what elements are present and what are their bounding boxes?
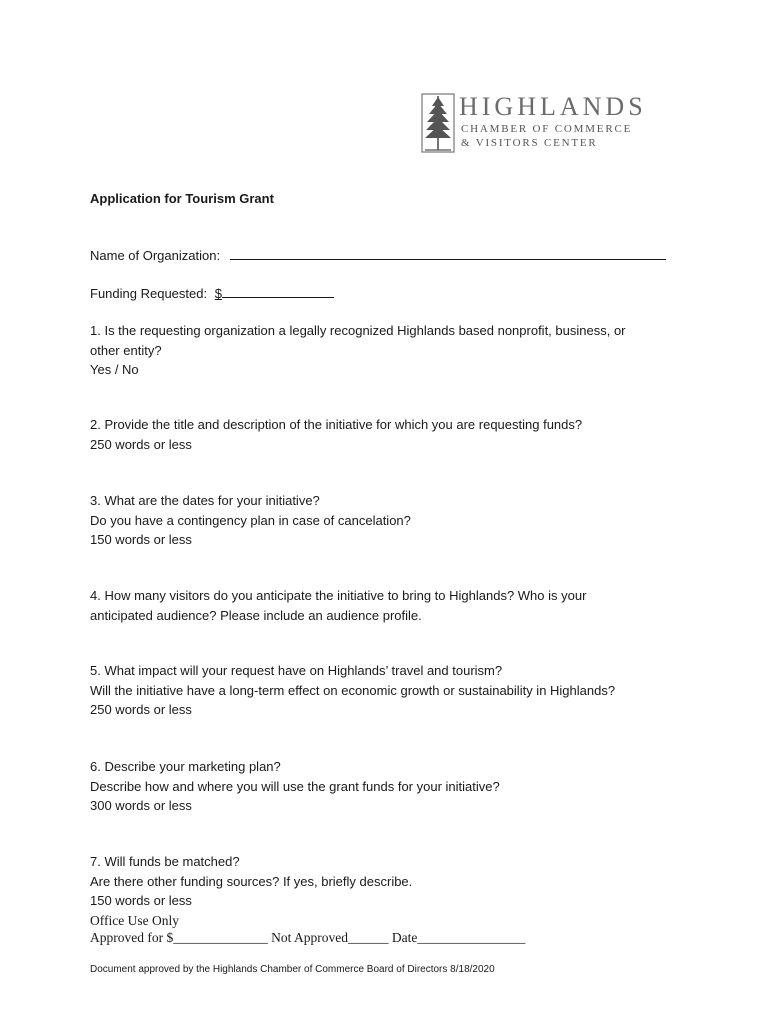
question-6-line-3: 300 words or less [90,798,192,813]
document-title: Application for Tourism Grant [90,191,274,206]
question-5-line-1: 5. What impact will your request have on Highlands’ travel and tourism? [90,663,503,678]
question-7-line-2: Are there other funding sources? If yes, briefly describe. [90,873,413,889]
organization-input-line[interactable] [230,246,666,260]
pine-tree-logo-icon [421,92,455,154]
question-4-line-2: anticipated audience? Please include an audience profile. [90,607,422,623]
logo-subtitle-2: & VISITORS CENTER [461,137,598,149]
question-4-line-1: 4. How many visitors do you anticipate the initiative to bring to Highlands? Who is your [90,588,587,603]
question-2-line-1: 2. Provide the title and description of the initiative for which you are requesting funds? [90,417,583,432]
question-3-line-2: Do you have a contingency plan in case of cancelation? [90,512,411,528]
dollar-sign: $ [214,286,222,301]
question-6 [90,757,500,816]
question-6-line-1: 6. Describe your marketing plan? [90,759,281,774]
question-3 [90,491,411,550]
question-5-line-3: 250 words or less [90,702,192,717]
question-7-line-3: 150 words or less [90,893,192,908]
question-7-line-1: 7. Will funds be matched? [90,854,240,869]
question-6-line-2: Describe how and where you will use the grant funds for your initiative? [90,778,500,794]
chamber-logo [421,92,691,156]
question-5 [90,661,615,720]
question-1 [90,321,626,380]
funding-field-row [90,284,334,303]
question-1-line-3: Yes / No [90,362,139,377]
office-approval-line: Approved for $______________ Not Approved______ Date________________ [90,930,526,945]
document-footer: Document approved by the Highlands Chamber of Commerce Board of Directors 8/18/2020 [90,964,495,975]
logo-subtitle-1: CHAMBER OF COMMERCE [461,123,633,135]
question-2-line-2: 250 words or less [90,436,192,452]
question-3-line-1: 3. What are the dates for your initiative? [90,493,320,508]
question-7 [90,852,412,911]
funding-label: Funding Requested: [90,286,208,301]
question-5-line-2: Will the initiative have a long-term effect on economic growth or sustainability in Highlands? [90,682,616,698]
organization-field-row [90,246,666,265]
question-4 [90,586,586,625]
organization-label: Name of Organization: [90,248,221,263]
logo-title: HIGHLANDS [459,92,647,121]
question-2 [90,415,582,454]
question-3-line-3: 150 words or less [90,532,192,547]
funding-input-line[interactable] [222,284,334,298]
office-use-heading: Office Use Only [90,913,179,928]
question-1-line-1: 1. Is the requesting organization a legally recognized Highlands based nonprofit, business, or [90,323,626,338]
question-1-line-2: other entity? [90,342,162,358]
